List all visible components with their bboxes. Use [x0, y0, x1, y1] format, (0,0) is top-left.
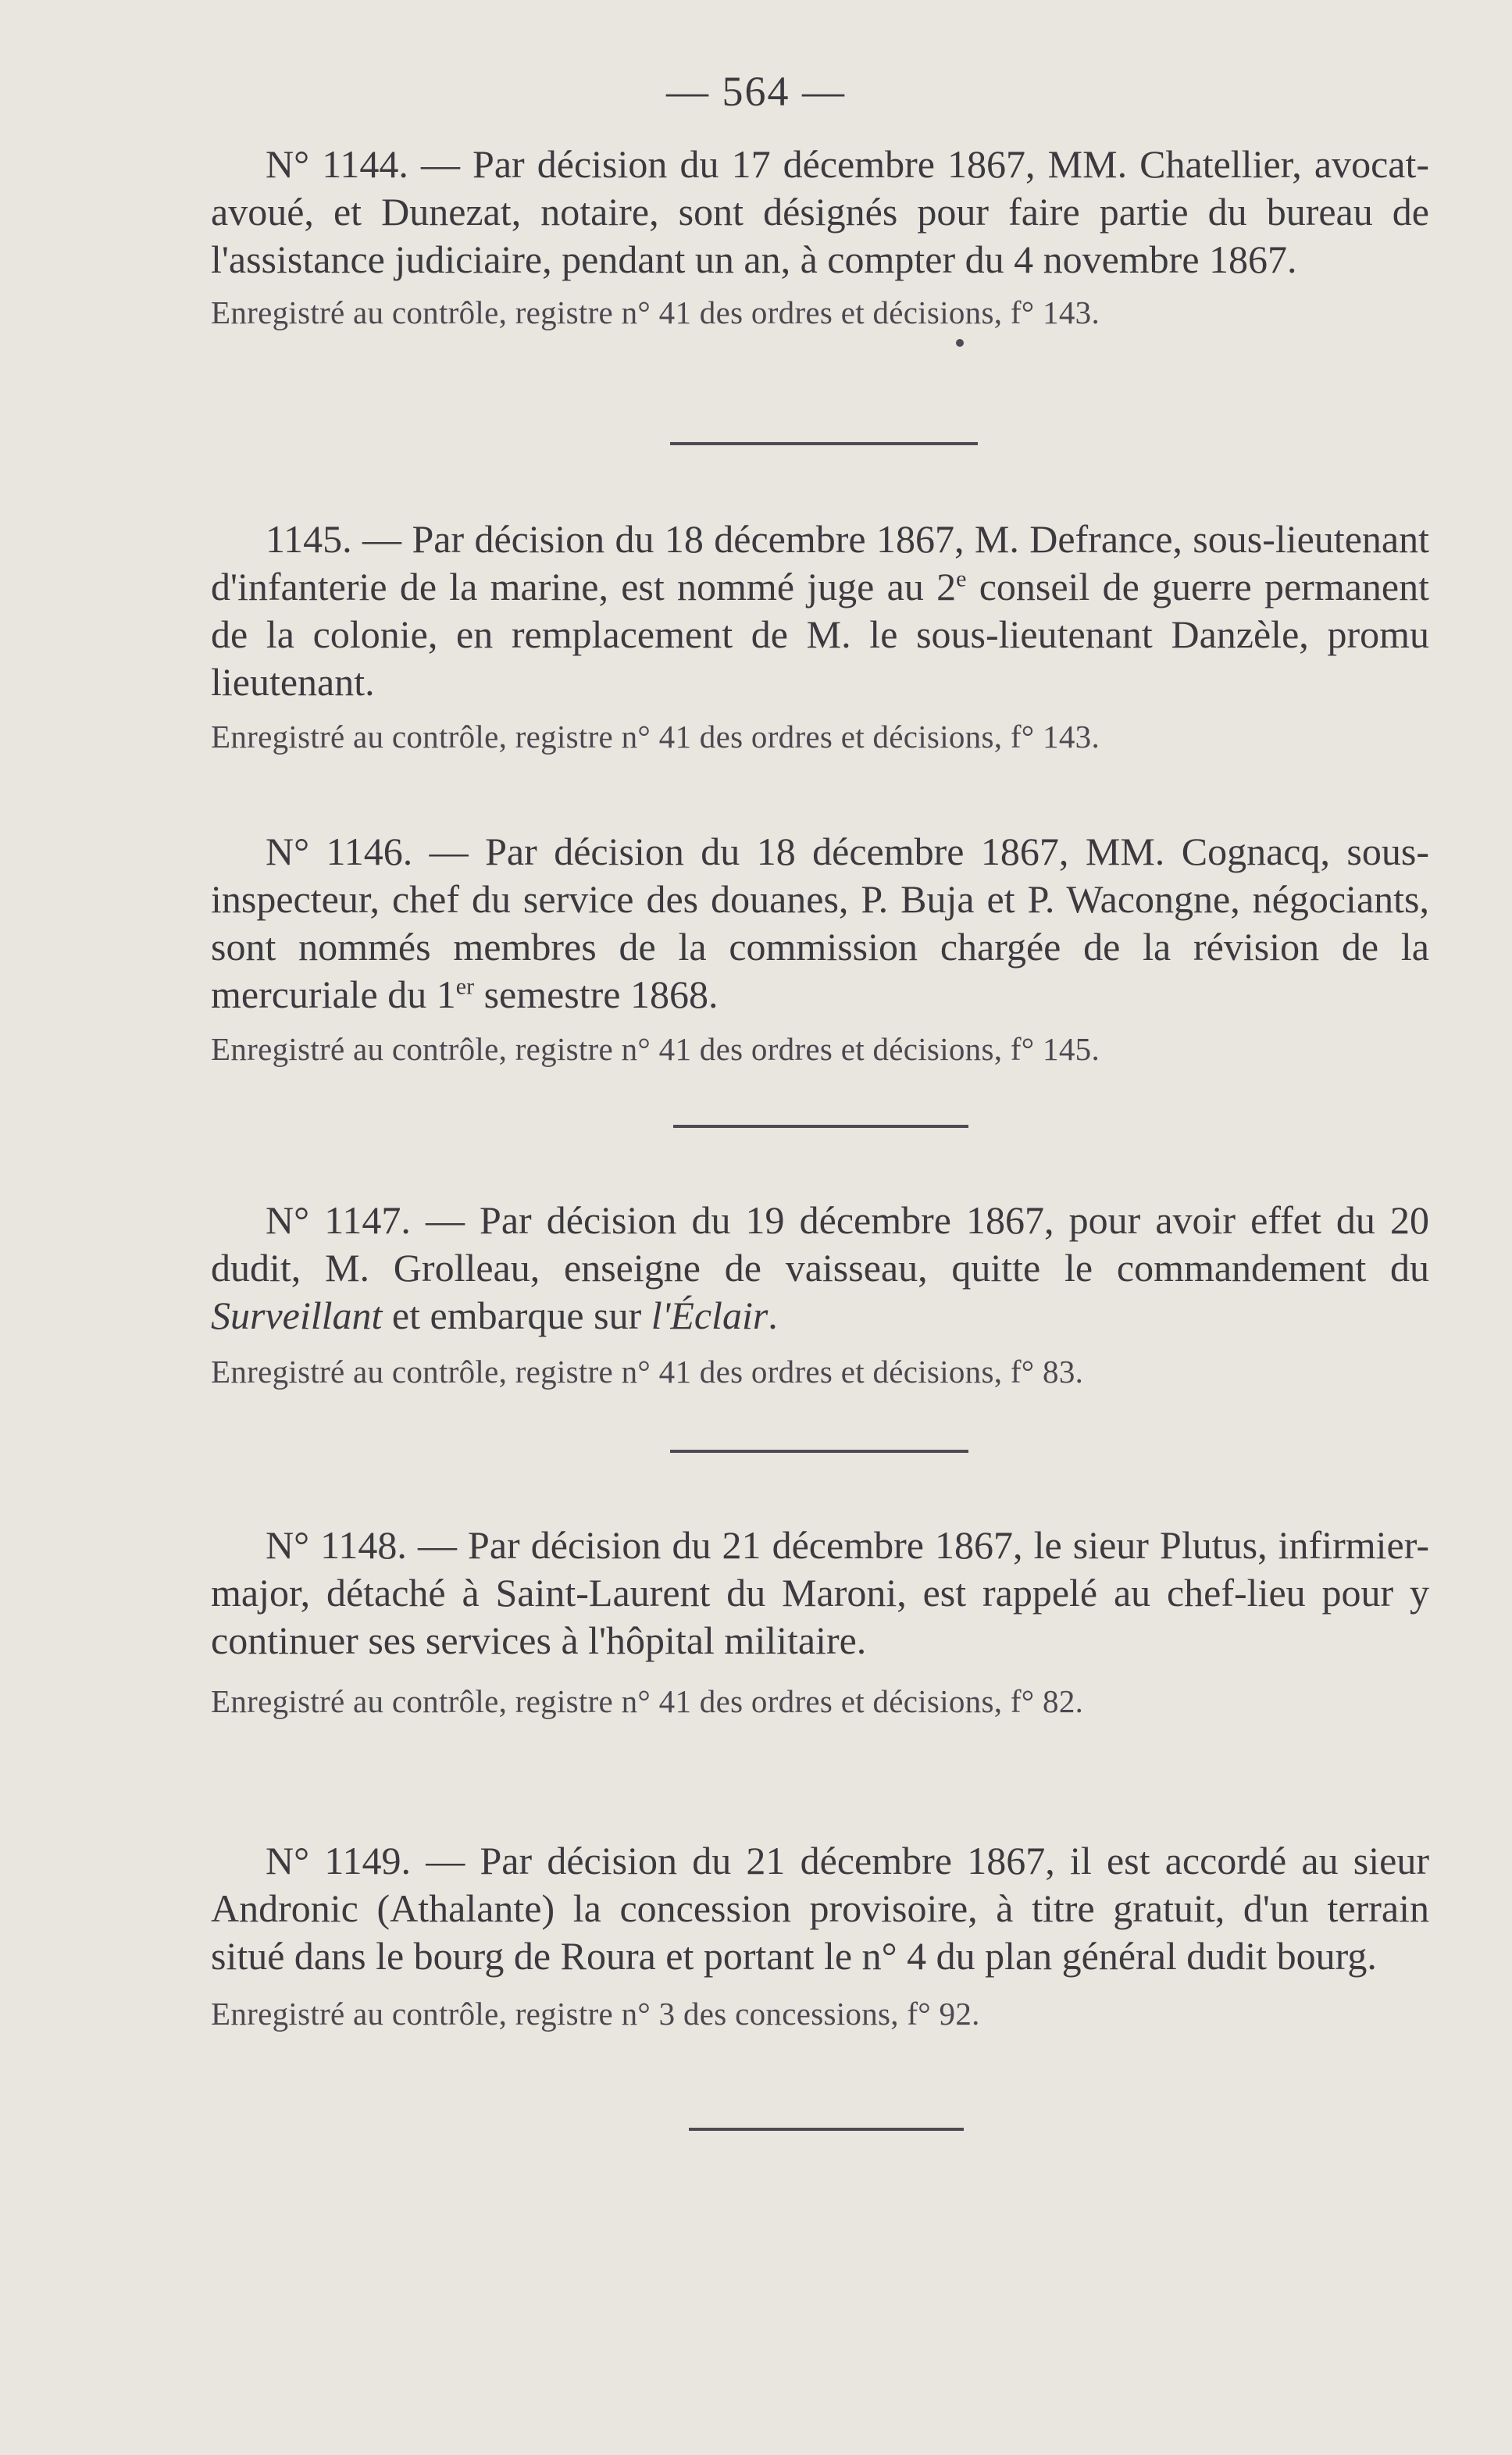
- separator-rule: [689, 2128, 964, 2131]
- registration-note: Enregistré au contrôle, registre n° 3 des concessions, f° 92.: [211, 1996, 980, 2032]
- entry-number: N° 1147.: [266, 1198, 411, 1242]
- separator-rule: [673, 1125, 968, 1128]
- entry-text: — Par décision du 17 décembre 1867, MM. Chatellier, avocat-avoué, et Dunezat, notaire, sont désignés pour faire partie du bureau de l'assistance judiciaire, pendant un an, à compter du 4 novembre 1867.: [211, 142, 1430, 281]
- entry-body: [211, 1837, 1429, 1980]
- entry-number: 1145.: [266, 517, 352, 561]
- entry-text: semestre 1868.: [474, 972, 719, 1016]
- ship-name: l'Éclair: [651, 1294, 768, 1337]
- entry-1146: [211, 828, 1429, 1069]
- page-number: — 564 —: [666, 68, 846, 115]
- entry-text: — Par décision du 19 décembre 1867, pour avoir effet du 20 dudit, M. Grolleau, enseigne de vaisseau, quitte le commandement du: [211, 1198, 1430, 1290]
- entry-body: [211, 828, 1429, 1019]
- entry-number: N° 1149.: [266, 1839, 411, 1882]
- superscript: er: [455, 973, 475, 1000]
- entry-1148: [211, 1522, 1429, 1721]
- registration-note: Enregistré au contrôle, registre n° 41 des ordres et décisions, f° 83.: [211, 1354, 1084, 1390]
- entry-text: — Par décision du 21 décembre 1867, il est accordé au sieur Andronic (Athalante) la concession provisoire, à titre gratuit, d'un terrain situé dans le bourg de Roura et portant le n° 4 du plan général dudit bourg.: [211, 1839, 1430, 1978]
- superscript: e: [956, 566, 967, 592]
- entry-text: et embarque sur: [382, 1294, 651, 1337]
- separator-rule: [670, 442, 978, 445]
- entry-text: — Par décision du 18 décembre 1867, MM. Cognacq, sous-inspecteur, chef du service des douanes, P. Buja et P. Wacongne, négociants, sont nommés membres de la commission chargée de la révision de la mercuriale du 1: [211, 830, 1430, 1016]
- entry-body: [211, 1522, 1429, 1665]
- registration-note: Enregistré au contrôle, registre n° 41 des ordres et décisions, f° 145.: [211, 1031, 1100, 1067]
- entry-text: conseil de guerre permanent de la colonie, en remplacement de M. le sous-lieutenant Danzèle, promu lieutenant.: [211, 565, 1430, 704]
- entry-body: [211, 1197, 1429, 1340]
- entry-number: N° 1144.: [266, 142, 408, 186]
- registration-note: Enregistré au contrôle, registre n° 41 des ordres et décisions, f° 82.: [211, 1683, 1084, 1719]
- registration-note: Enregistré au contrôle, registre n° 41 des ordres et décisions, f° 143.: [211, 719, 1100, 755]
- ink-speck: [956, 339, 964, 347]
- entry-1149: [211, 1837, 1429, 2033]
- entry-1145: [211, 516, 1429, 756]
- entry-1144: [211, 141, 1429, 332]
- entry-number: N° 1148.: [266, 1523, 407, 1567]
- entry-text: — Par décision du 21 décembre 1867, le sieur Plutus, infirmier-major, détaché à Saint-Laurent du Maroni, est rappelé au chef-lieu pour y continuer ses services à l'hôpital militaire.: [211, 1523, 1430, 1662]
- entry-1147: [211, 1197, 1429, 1391]
- entry-number: N° 1146.: [266, 830, 413, 873]
- entry-body: [211, 141, 1429, 284]
- entry-text: .: [768, 1294, 778, 1337]
- entry-text: — Par décision du 18 décembre 1867, M. Defrance, sous-lieutenant d'infanterie de la marine, est nommé juge au 2: [211, 517, 1429, 608]
- registration-note: Enregistré au contrôle, registre n° 41 des ordres et décisions, f° 143.: [211, 294, 1100, 330]
- entry-body: [211, 516, 1429, 706]
- separator-rule: [670, 1450, 968, 1453]
- ship-name: Surveillant: [211, 1294, 383, 1337]
